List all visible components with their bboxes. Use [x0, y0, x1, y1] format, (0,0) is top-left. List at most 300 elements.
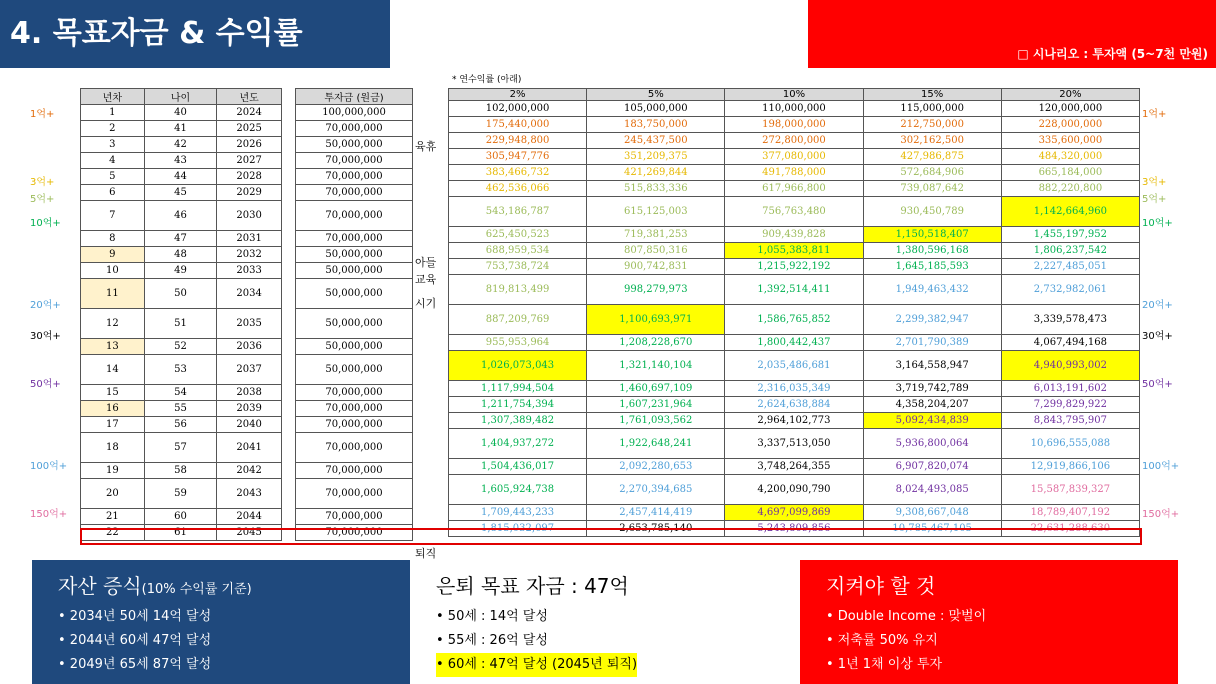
table-row: [81, 479, 282, 509]
milestone-label: 150억+: [1142, 509, 1180, 520]
invest-cell: 50,000,000: [296, 137, 413, 153]
return-cell: 1,709,443,233: [449, 505, 587, 521]
table-row: [449, 475, 1140, 505]
return-cell: 4,697,099,869: [725, 505, 863, 521]
age-cell: 48: [144, 247, 217, 263]
year-cell: 2041: [217, 433, 282, 463]
milestone-label: 3억+: [30, 177, 55, 188]
return-cell: 1,460,697,109: [587, 381, 725, 397]
return-cell: 212,750,000: [863, 117, 1001, 133]
year-cell: 2040: [217, 417, 282, 433]
table-row: [81, 417, 282, 433]
table-row: [449, 505, 1140, 521]
return-cell: 2,624,638,884: [725, 397, 863, 413]
return-cell: 1,806,237,542: [1001, 243, 1139, 259]
age-cell: 40: [144, 105, 217, 121]
return-cell: 8,843,795,907: [1001, 413, 1139, 429]
rate-header: 20%: [1001, 89, 1139, 101]
table-row: [81, 263, 282, 279]
period-label: 육휴: [415, 140, 437, 153]
return-cell: 3,164,558,947: [863, 351, 1001, 381]
age-cell: 41: [144, 121, 217, 137]
year-no-cell: 18: [81, 433, 145, 463]
age-cell: 43: [144, 153, 217, 169]
investment-table: [295, 88, 413, 541]
return-cell: 4,940,993,002: [1001, 351, 1139, 381]
table-row: [296, 309, 413, 339]
table-row: [449, 227, 1140, 243]
return-cell: 9,308,667,048: [863, 505, 1001, 521]
table-row: [296, 231, 413, 247]
assets-panel: [32, 560, 410, 684]
return-cell: 110,000,000: [725, 101, 863, 117]
table-row: [81, 201, 282, 231]
year-no-cell: 20: [81, 479, 145, 509]
return-cell: 1,215,922,192: [725, 259, 863, 275]
table-row: [296, 105, 413, 121]
year-no-cell: 11: [81, 279, 145, 309]
table-row: [296, 169, 413, 185]
year-no-cell: 9: [81, 247, 145, 263]
retirement-row-outline: [80, 528, 1142, 545]
period-label: 아들: [415, 256, 437, 269]
table-row: [296, 433, 413, 463]
rules-panel: [800, 560, 1178, 684]
invest-cell: 70,000,000: [296, 479, 413, 509]
age-cell: 45: [144, 185, 217, 201]
year-cell: 2029: [217, 185, 282, 201]
return-cell: 175,440,000: [449, 117, 587, 133]
invest-cell: 50,000,000: [296, 263, 413, 279]
milestone-label: 50억+: [30, 379, 61, 390]
table-row: [296, 263, 413, 279]
age-cell: 42: [144, 137, 217, 153]
return-cell: 2,457,414,419: [587, 505, 725, 521]
return-cell: 882,220,800: [1001, 181, 1139, 197]
age-cell: 44: [144, 169, 217, 185]
return-cell: 2,964,102,773: [725, 413, 863, 429]
rules-item: • Double Income : 맞벌이: [826, 609, 987, 624]
year-no-cell: 19: [81, 463, 145, 479]
year-cell: 2045: [217, 525, 282, 541]
return-cell: 245,437,500: [587, 133, 725, 149]
table-row: [81, 401, 282, 417]
period-label: 교육: [415, 273, 437, 286]
age-cell: 60: [144, 509, 217, 525]
table-row: [449, 335, 1140, 351]
return-cell: 1,455,197,952: [1001, 227, 1139, 243]
milestone-label: 50억+: [1142, 379, 1173, 390]
return-cell: 1,815,032,097: [449, 521, 587, 537]
table-row: [296, 339, 413, 355]
age-cell: 56: [144, 417, 217, 433]
return-cell: 10,785,467,105: [863, 521, 1001, 537]
return-cell: 2,732,982,061: [1001, 275, 1139, 305]
return-cell: 462,536,066: [449, 181, 587, 197]
age-cell: 58: [144, 463, 217, 479]
return-cell: 1,404,937,272: [449, 429, 587, 459]
return-cell: 1,605,924,738: [449, 475, 587, 505]
invest-cell: 70,000,000: [296, 169, 413, 185]
table-row: [449, 117, 1140, 133]
year-cell: 2027: [217, 153, 282, 169]
return-cell: 665,184,000: [1001, 165, 1139, 181]
milestone-label: 1억+: [1142, 109, 1167, 120]
table-row: [296, 479, 413, 509]
return-cell: 351,209,375: [587, 149, 725, 165]
rate-header: 15%: [863, 89, 1001, 101]
return-cell: 22,631,288,630: [1001, 521, 1139, 537]
return-cell: 4,067,494,168: [1001, 335, 1139, 351]
return-cell: 12,919,866,106: [1001, 459, 1139, 475]
return-cell: 909,439,828: [725, 227, 863, 243]
invest-cell: 100,000,000: [296, 105, 413, 121]
return-cell: 1,392,514,411: [725, 275, 863, 305]
year-cell: 2031: [217, 231, 282, 247]
return-cell: 2,299,382,947: [863, 305, 1001, 335]
milestone-label: 3억+: [1142, 177, 1167, 188]
page-title: 4. 목표자금 & 수익률: [0, 0, 390, 68]
return-cell: 1,142,664,960: [1001, 197, 1139, 227]
return-cell: 4,358,204,207: [863, 397, 1001, 413]
year-cell: 2024: [217, 105, 282, 121]
invest-cell: 70,000,000: [296, 525, 413, 541]
return-cell: 228,000,000: [1001, 117, 1139, 133]
milestone-label: 30억+: [30, 331, 61, 342]
year-cell: 2025: [217, 121, 282, 137]
return-cell: 2,270,394,685: [587, 475, 725, 505]
table-row: [296, 121, 413, 137]
table-row: [296, 463, 413, 479]
return-cell: 5,243,809,856: [725, 521, 863, 537]
year-cell: 2044: [217, 509, 282, 525]
return-cell: 4,200,090,790: [725, 475, 863, 505]
return-cell: 615,125,003: [587, 197, 725, 227]
table-row: [81, 105, 282, 121]
year-cell: 2043: [217, 479, 282, 509]
goal-item-highlight: • 60세 : 47억 달성 (2045년 퇴직): [436, 653, 637, 677]
milestone-label: 100억+: [30, 461, 68, 472]
table-row: [449, 133, 1140, 149]
milestone-label: 20억+: [30, 300, 61, 311]
age-cell: 57: [144, 433, 217, 463]
goal-item: • 55세 : 26억 달성: [436, 633, 548, 648]
rules-item: • 저축률 50% 유지: [826, 633, 938, 648]
return-cell: 515,833,336: [587, 181, 725, 197]
return-cell: 1,321,140,104: [587, 351, 725, 381]
return-cell: 5,936,800,064: [863, 429, 1001, 459]
table-row: [296, 509, 413, 525]
return-cell: 998,279,973: [587, 275, 725, 305]
return-cell: 1,800,442,437: [725, 335, 863, 351]
return-cell: 807,850,316: [587, 243, 725, 259]
return-cell: 272,800,000: [725, 133, 863, 149]
return-cell: 887,209,769: [449, 305, 587, 335]
table-row: [81, 339, 282, 355]
return-cell: 383,466,732: [449, 165, 587, 181]
return-cell: 1,307,389,482: [449, 413, 587, 429]
milestone-label: 5억+: [1142, 194, 1167, 205]
table-row: [81, 121, 282, 137]
return-cell: 2,653,785,140: [587, 521, 725, 537]
year-no-cell: 14: [81, 355, 145, 385]
table-row: [81, 153, 282, 169]
year-no-cell: 6: [81, 185, 145, 201]
year-no-cell: 7: [81, 201, 145, 231]
return-cell: 3,719,742,789: [863, 381, 1001, 397]
invest-cell: 50,000,000: [296, 279, 413, 309]
invest-cell: 70,000,000: [296, 385, 413, 401]
year-cell: 2035: [217, 309, 282, 339]
table-row: [449, 243, 1140, 259]
return-cell: 120,000,000: [1001, 101, 1139, 117]
year-no-cell: 17: [81, 417, 145, 433]
rules-item: • 1년 1채 이상 투자: [826, 657, 943, 672]
year-cell: 2037: [217, 355, 282, 385]
table-row: [296, 355, 413, 385]
year-no-cell: 1: [81, 105, 145, 121]
age-cell: 55: [144, 401, 217, 417]
age-cell: 61: [144, 525, 217, 541]
table-row: [81, 509, 282, 525]
year-cell: 2028: [217, 169, 282, 185]
year-table: [80, 88, 282, 541]
col-year: 년도: [217, 89, 282, 105]
year-no-cell: 4: [81, 153, 145, 169]
invest-cell: 70,000,000: [296, 417, 413, 433]
invest-cell: 70,000,000: [296, 231, 413, 247]
return-cell: 1,761,093,562: [587, 413, 725, 429]
table-row: [296, 247, 413, 263]
return-cell: 3,337,513,050: [725, 429, 863, 459]
return-cell: 1,150,518,407: [863, 227, 1001, 243]
return-cell: 484,320,000: [1001, 149, 1139, 165]
assets-title: 자산 증식(10% 수익률 기준): [58, 574, 252, 598]
table-row: [296, 201, 413, 231]
year-no-cell: 2: [81, 121, 145, 137]
assets-item: • 2034년 50세 14억 달성: [58, 609, 212, 624]
invest-cell: 70,000,000: [296, 201, 413, 231]
year-no-cell: 12: [81, 309, 145, 339]
milestone-label: 10억+: [1142, 218, 1173, 229]
age-cell: 52: [144, 339, 217, 355]
return-cell: 427,986,875: [863, 149, 1001, 165]
table-row: [296, 385, 413, 401]
return-cell: 930,450,789: [863, 197, 1001, 227]
age-cell: 51: [144, 309, 217, 339]
period-label: 퇴직: [415, 547, 437, 560]
return-cell: 1,055,383,811: [725, 243, 863, 259]
return-cell: 617,966,800: [725, 181, 863, 197]
table-row: [449, 429, 1140, 459]
goal-title: 은퇴 목표 자금 : 47억: [436, 574, 629, 598]
return-cell: 572,684,906: [863, 165, 1001, 181]
year-no-cell: 5: [81, 169, 145, 185]
return-cell: 739,087,642: [863, 181, 1001, 197]
invest-cell: 70,000,000: [296, 401, 413, 417]
return-cell: 183,750,000: [587, 117, 725, 133]
return-cell: 5,092,434,839: [863, 413, 1001, 429]
return-cell: 625,450,523: [449, 227, 587, 243]
scenario-banner: [808, 0, 1216, 68]
year-no-cell: 8: [81, 231, 145, 247]
year-cell: 2026: [217, 137, 282, 153]
table-row: [296, 137, 413, 153]
milestone-label: 10억+: [30, 218, 61, 229]
return-cell: 1,607,231,964: [587, 397, 725, 413]
table-row: [449, 459, 1140, 475]
table-row: [81, 185, 282, 201]
return-cell: 2,092,280,653: [587, 459, 725, 475]
invest-cell: 70,000,000: [296, 121, 413, 137]
return-cell: 753,738,724: [449, 259, 587, 275]
return-cell: 1,922,648,241: [587, 429, 725, 459]
age-cell: 49: [144, 263, 217, 279]
milestone-label: 20억+: [1142, 300, 1173, 311]
table-row: [296, 279, 413, 309]
table-row: [449, 101, 1140, 117]
return-cell: 1,586,765,852: [725, 305, 863, 335]
age-cell: 53: [144, 355, 217, 385]
return-cell: 335,600,000: [1001, 133, 1139, 149]
return-cell: 719,381,253: [587, 227, 725, 243]
return-cell: 1,026,073,043: [449, 351, 587, 381]
rate-header: 10%: [725, 89, 863, 101]
return-cell: 819,813,499: [449, 275, 587, 305]
year-no-cell: 3: [81, 137, 145, 153]
milestone-label: 150억+: [30, 509, 68, 520]
table-row: [296, 185, 413, 201]
return-cell: 2,035,486,681: [725, 351, 863, 381]
invest-cell: 70,000,000: [296, 185, 413, 201]
table-row: [449, 305, 1140, 335]
year-no-cell: 22: [81, 525, 145, 541]
return-cell: 1,211,754,394: [449, 397, 587, 413]
return-cell: 10,696,555,088: [1001, 429, 1139, 459]
table-row: [81, 385, 282, 401]
goal-item: • 50세 : 14억 달성: [436, 609, 548, 624]
return-cell: 7,299,829,922: [1001, 397, 1139, 413]
table-row: [81, 169, 282, 185]
assets-item: • 2044년 60세 47억 달성: [58, 633, 212, 648]
age-cell: 46: [144, 201, 217, 231]
return-cell: 543,186,787: [449, 197, 587, 227]
table-row: [81, 355, 282, 385]
year-no-cell: 13: [81, 339, 145, 355]
invest-cell: 50,000,000: [296, 339, 413, 355]
year-no-cell: 21: [81, 509, 145, 525]
return-cell: 1,208,228,670: [587, 335, 725, 351]
table-row: [449, 413, 1140, 429]
invest-cell: 50,000,000: [296, 355, 413, 385]
invest-cell: 70,000,000: [296, 463, 413, 479]
table-row: [81, 137, 282, 153]
return-cell: 1,949,463,432: [863, 275, 1001, 305]
goal-panel: [410, 560, 800, 684]
return-cell: 1,645,185,593: [863, 259, 1001, 275]
invest-cell: 70,000,000: [296, 433, 413, 463]
year-cell: 2033: [217, 263, 282, 279]
table-row: [81, 247, 282, 263]
assets-item: • 2049년 65세 87억 달성: [58, 657, 212, 672]
return-cell: 105,000,000: [587, 101, 725, 117]
annual-return-note: * 연수익률 (아래): [452, 75, 522, 85]
return-cell: 377,080,000: [725, 149, 863, 165]
col-year-no: 년차: [81, 89, 145, 105]
age-cell: 54: [144, 385, 217, 401]
table-row: [296, 401, 413, 417]
milestone-label: 30억+: [1142, 331, 1173, 342]
year-cell: 2032: [217, 247, 282, 263]
year-no-cell: 10: [81, 263, 145, 279]
table-row: [81, 309, 282, 339]
return-cell: 102,000,000: [449, 101, 587, 117]
return-cell: 2,701,790,389: [863, 335, 1001, 351]
return-cell: 491,788,000: [725, 165, 863, 181]
year-no-cell: 15: [81, 385, 145, 401]
return-cell: 198,000,000: [725, 117, 863, 133]
table-row: [449, 275, 1140, 305]
milestone-label: 1억+: [30, 109, 55, 120]
year-cell: 2038: [217, 385, 282, 401]
milestone-label: 100억+: [1142, 461, 1180, 472]
table-row: [449, 351, 1140, 381]
return-cell: 1,380,596,168: [863, 243, 1001, 259]
return-cell: 900,742,831: [587, 259, 725, 275]
year-cell: 2039: [217, 401, 282, 417]
table-row: [449, 397, 1140, 413]
return-cell: 2,227,485,051: [1001, 259, 1139, 275]
year-cell: 2036: [217, 339, 282, 355]
scenario-label: □ 시나리오 : 투자액 (5~7천 만원): [1017, 47, 1208, 61]
rate-header: 2%: [449, 89, 587, 101]
return-cell: 955,953,964: [449, 335, 587, 351]
return-cell: 1,100,693,971: [587, 305, 725, 335]
return-cell: 421,269,844: [587, 165, 725, 181]
returns-table: [448, 88, 1140, 537]
table-row: [449, 197, 1140, 227]
age-cell: 47: [144, 231, 217, 247]
invest-cell: 50,000,000: [296, 247, 413, 263]
invest-cell: 70,000,000: [296, 509, 413, 525]
return-cell: 18,789,407,192: [1001, 505, 1139, 521]
return-cell: 3,339,578,473: [1001, 305, 1139, 335]
return-cell: 6,907,820,074: [863, 459, 1001, 475]
return-cell: 115,000,000: [863, 101, 1001, 117]
year-cell: 2034: [217, 279, 282, 309]
milestone-label: 5억+: [30, 194, 55, 205]
return-cell: 302,162,500: [863, 133, 1001, 149]
return-cell: 8,024,493,085: [863, 475, 1001, 505]
table-row: [449, 149, 1140, 165]
return-cell: 3,748,264,355: [725, 459, 863, 475]
return-cell: 1,117,994,504: [449, 381, 587, 397]
period-label: 시기: [415, 297, 437, 310]
table-row: [449, 381, 1140, 397]
return-cell: 229,948,800: [449, 133, 587, 149]
table-row: [81, 433, 282, 463]
year-no-cell: 16: [81, 401, 145, 417]
rules-title: 지켜야 할 것: [826, 574, 936, 598]
col-invest: 투자금 (원금): [296, 89, 413, 105]
table-row: [449, 259, 1140, 275]
year-cell: 2030: [217, 201, 282, 231]
return-cell: 688,959,534: [449, 243, 587, 259]
table-row: [449, 165, 1140, 181]
return-cell: 305,947,776: [449, 149, 587, 165]
table-row: [449, 181, 1140, 197]
rate-header: 5%: [587, 89, 725, 101]
